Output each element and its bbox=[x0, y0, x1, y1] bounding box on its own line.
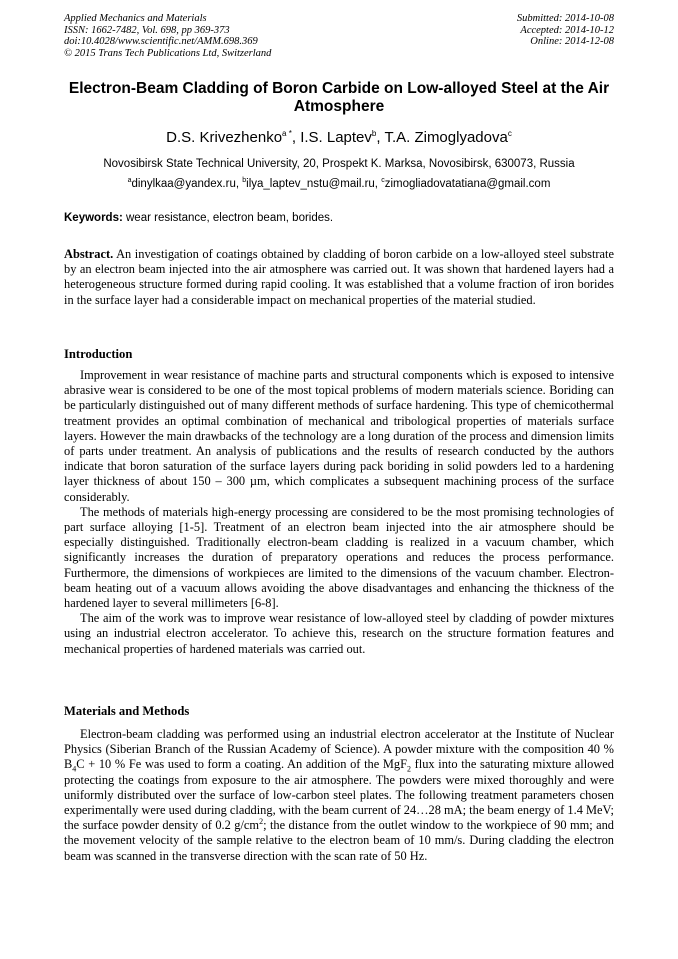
date-accepted: Accepted: 2014-10-12 bbox=[520, 24, 614, 36]
author-name: D.S. Krivezhenko bbox=[166, 129, 283, 146]
paragraph bbox=[64, 727, 614, 864]
author-name: I.S. Laptev bbox=[300, 129, 372, 146]
email-marker: c bbox=[381, 177, 385, 185]
email-address[interactable]: ilya_laptev_nstu@mail.ru bbox=[246, 178, 375, 190]
abstract bbox=[64, 247, 614, 308]
text-run: Electron-beam cladding was performed using an industrial electron accelerator at the Institute of Nuclear Physics (Siberian Branch of the Russian Academy of Science). A powder mixture with the composition 40 % B bbox=[64, 727, 614, 772]
date-submitted: Submitted: 2014-10-08 bbox=[516, 13, 614, 24]
email-address[interactable]: dinylkaa@yandex.ru bbox=[131, 178, 236, 190]
affiliation: Novosibirsk State Technical University, 20, Prospekt K. Marksa, Novosibirsk, 630073, Russia bbox=[103, 158, 575, 170]
email-marker: a bbox=[127, 177, 132, 185]
subscript: 2 bbox=[407, 764, 411, 774]
keywords-text: wear resistance, electron beam, borides. bbox=[122, 212, 334, 224]
email-separator: , bbox=[374, 178, 382, 190]
email-address[interactable]: zimogliadovatatiana@gmail.com bbox=[384, 178, 551, 190]
superscript: 2 bbox=[259, 817, 264, 827]
author-separator: , bbox=[376, 129, 385, 146]
journal-issn: ISSN: 1662-7482, Vol. 698, pp 369-373 bbox=[64, 24, 230, 36]
author-marker: c bbox=[507, 129, 512, 138]
paragraph: The methods of materials high-energy processing are considered to be the most promising technologies of part surface alloying [1-5]. Treatment of an electron beam injected into the air atmosphere should be especially distinguished. Traditionally electron-beam cladding is realized in a vacuum chamber, which significantly increases the duration of preparatory operations and reduces the process performance. Furthermore, the dimensions of workpieces are limited to the dimensions of the vacuum chamber. Electron-beam heating out of a vacuum allows avoiding the above disadvantages and enhancing the thickness of the hardened layer to several millimeters [6-8]. bbox=[64, 504, 614, 611]
author-marker: a * bbox=[282, 129, 292, 138]
submission-dates bbox=[374, 13, 614, 48]
text-run: C + 10 % Fe was used to form a coating. An addition of the MgF bbox=[76, 757, 407, 772]
email-marker: b bbox=[242, 177, 247, 185]
introduction-body bbox=[64, 368, 614, 657]
author-marker: b bbox=[371, 129, 377, 138]
author-name: T.A. Zimoglyadova bbox=[384, 129, 508, 146]
section-heading-methods: Materials and Methods bbox=[64, 704, 190, 718]
abstract-text: An investigation of coatings obtained by cladding of boron carbide on a low-alloyed steel substrate by an electron beam injected into the air atmosphere was carried out. It was shown that hardened layers had a heterogeneous structure formed during rapid cooling. It was established that a volume fraction of iron borides in the surface layer had a considerable impact on mechanical properties of the material studied. bbox=[64, 247, 614, 307]
paragraph: Improvement in wear resistance of machine parts and structural components which is exposed to intensive abrasive wear is considered to be one of the most topical problems of modern materials science. Boriding can be particularly distinguished out of many different methods of surface hardening. This type of chemicothermal treatment provides an optimal combination of mechanical and tribological properties of materials surface layers. However the main drawbacks of the technology are a long duration of the process and dimension limits of parts under treatment. An analysis of publications and the results of research conducted by the authors indicate that boron saturation of the surface layers during pack boriding in solid powders led to a hardening layer thickness of about 150 – 300 µm, which complicates a subsequent machining process of the surface considerably. bbox=[64, 368, 614, 504]
text-run: flux into the saturating mixture allowed protecting the coatings from exposure to the air atmosphere. The powders were mixed thoroughly and were uniformly distributed over the surface of low-carbon steel plates. The following treatment parameters chosen experimentally were used during cladding, with the beam current of 24…28 mA; the beam energy of 1.4 MeV; the surface powder density of 0.2 g/cm bbox=[64, 757, 614, 833]
abstract-label: Abstract. bbox=[64, 247, 114, 261]
section-heading-introduction: Introduction bbox=[64, 347, 133, 361]
journal-info bbox=[64, 13, 364, 59]
text-run: ; the distance from the outlet window to the workpiece of 90 mm; and the movement velocity of the sample relative to the electron beam of 10 mm/s. During cladding the electron beam was scanned in the transverse direction with the scan rate of 50 Hz. bbox=[64, 818, 615, 863]
subscript: 4 bbox=[72, 764, 77, 774]
journal-copyright: © 2015 Trans Tech Publications Ltd, Switzerland bbox=[64, 47, 272, 59]
journal-name: Applied Mechanics and Materials bbox=[64, 13, 207, 24]
paper-title: Electron-Beam Cladding of Boron Carbide on Low-alloyed Steel at the Air Atmosphere bbox=[68, 80, 610, 115]
author-list bbox=[64, 129, 614, 147]
date-online: Online: 2014-12-08 bbox=[530, 36, 614, 47]
journal-doi: doi:10.4028/www.scientific.net/AMM.698.369 bbox=[64, 36, 258, 47]
author-separator: , bbox=[291, 129, 301, 146]
email-list bbox=[64, 177, 614, 191]
abstract-paragraph bbox=[64, 247, 614, 308]
methods-body bbox=[64, 727, 614, 864]
keywords-label: Keywords: bbox=[64, 212, 123, 224]
email-separator: , bbox=[235, 178, 243, 190]
paragraph: The aim of the work was to improve wear resistance of low-alloyed steel by cladding of powder mixtures using an industrial electron accelerator. To achieve this, research on the structure formation features and mechanical properties of hardened materials was carried out. bbox=[64, 611, 614, 656]
keywords bbox=[64, 211, 614, 225]
